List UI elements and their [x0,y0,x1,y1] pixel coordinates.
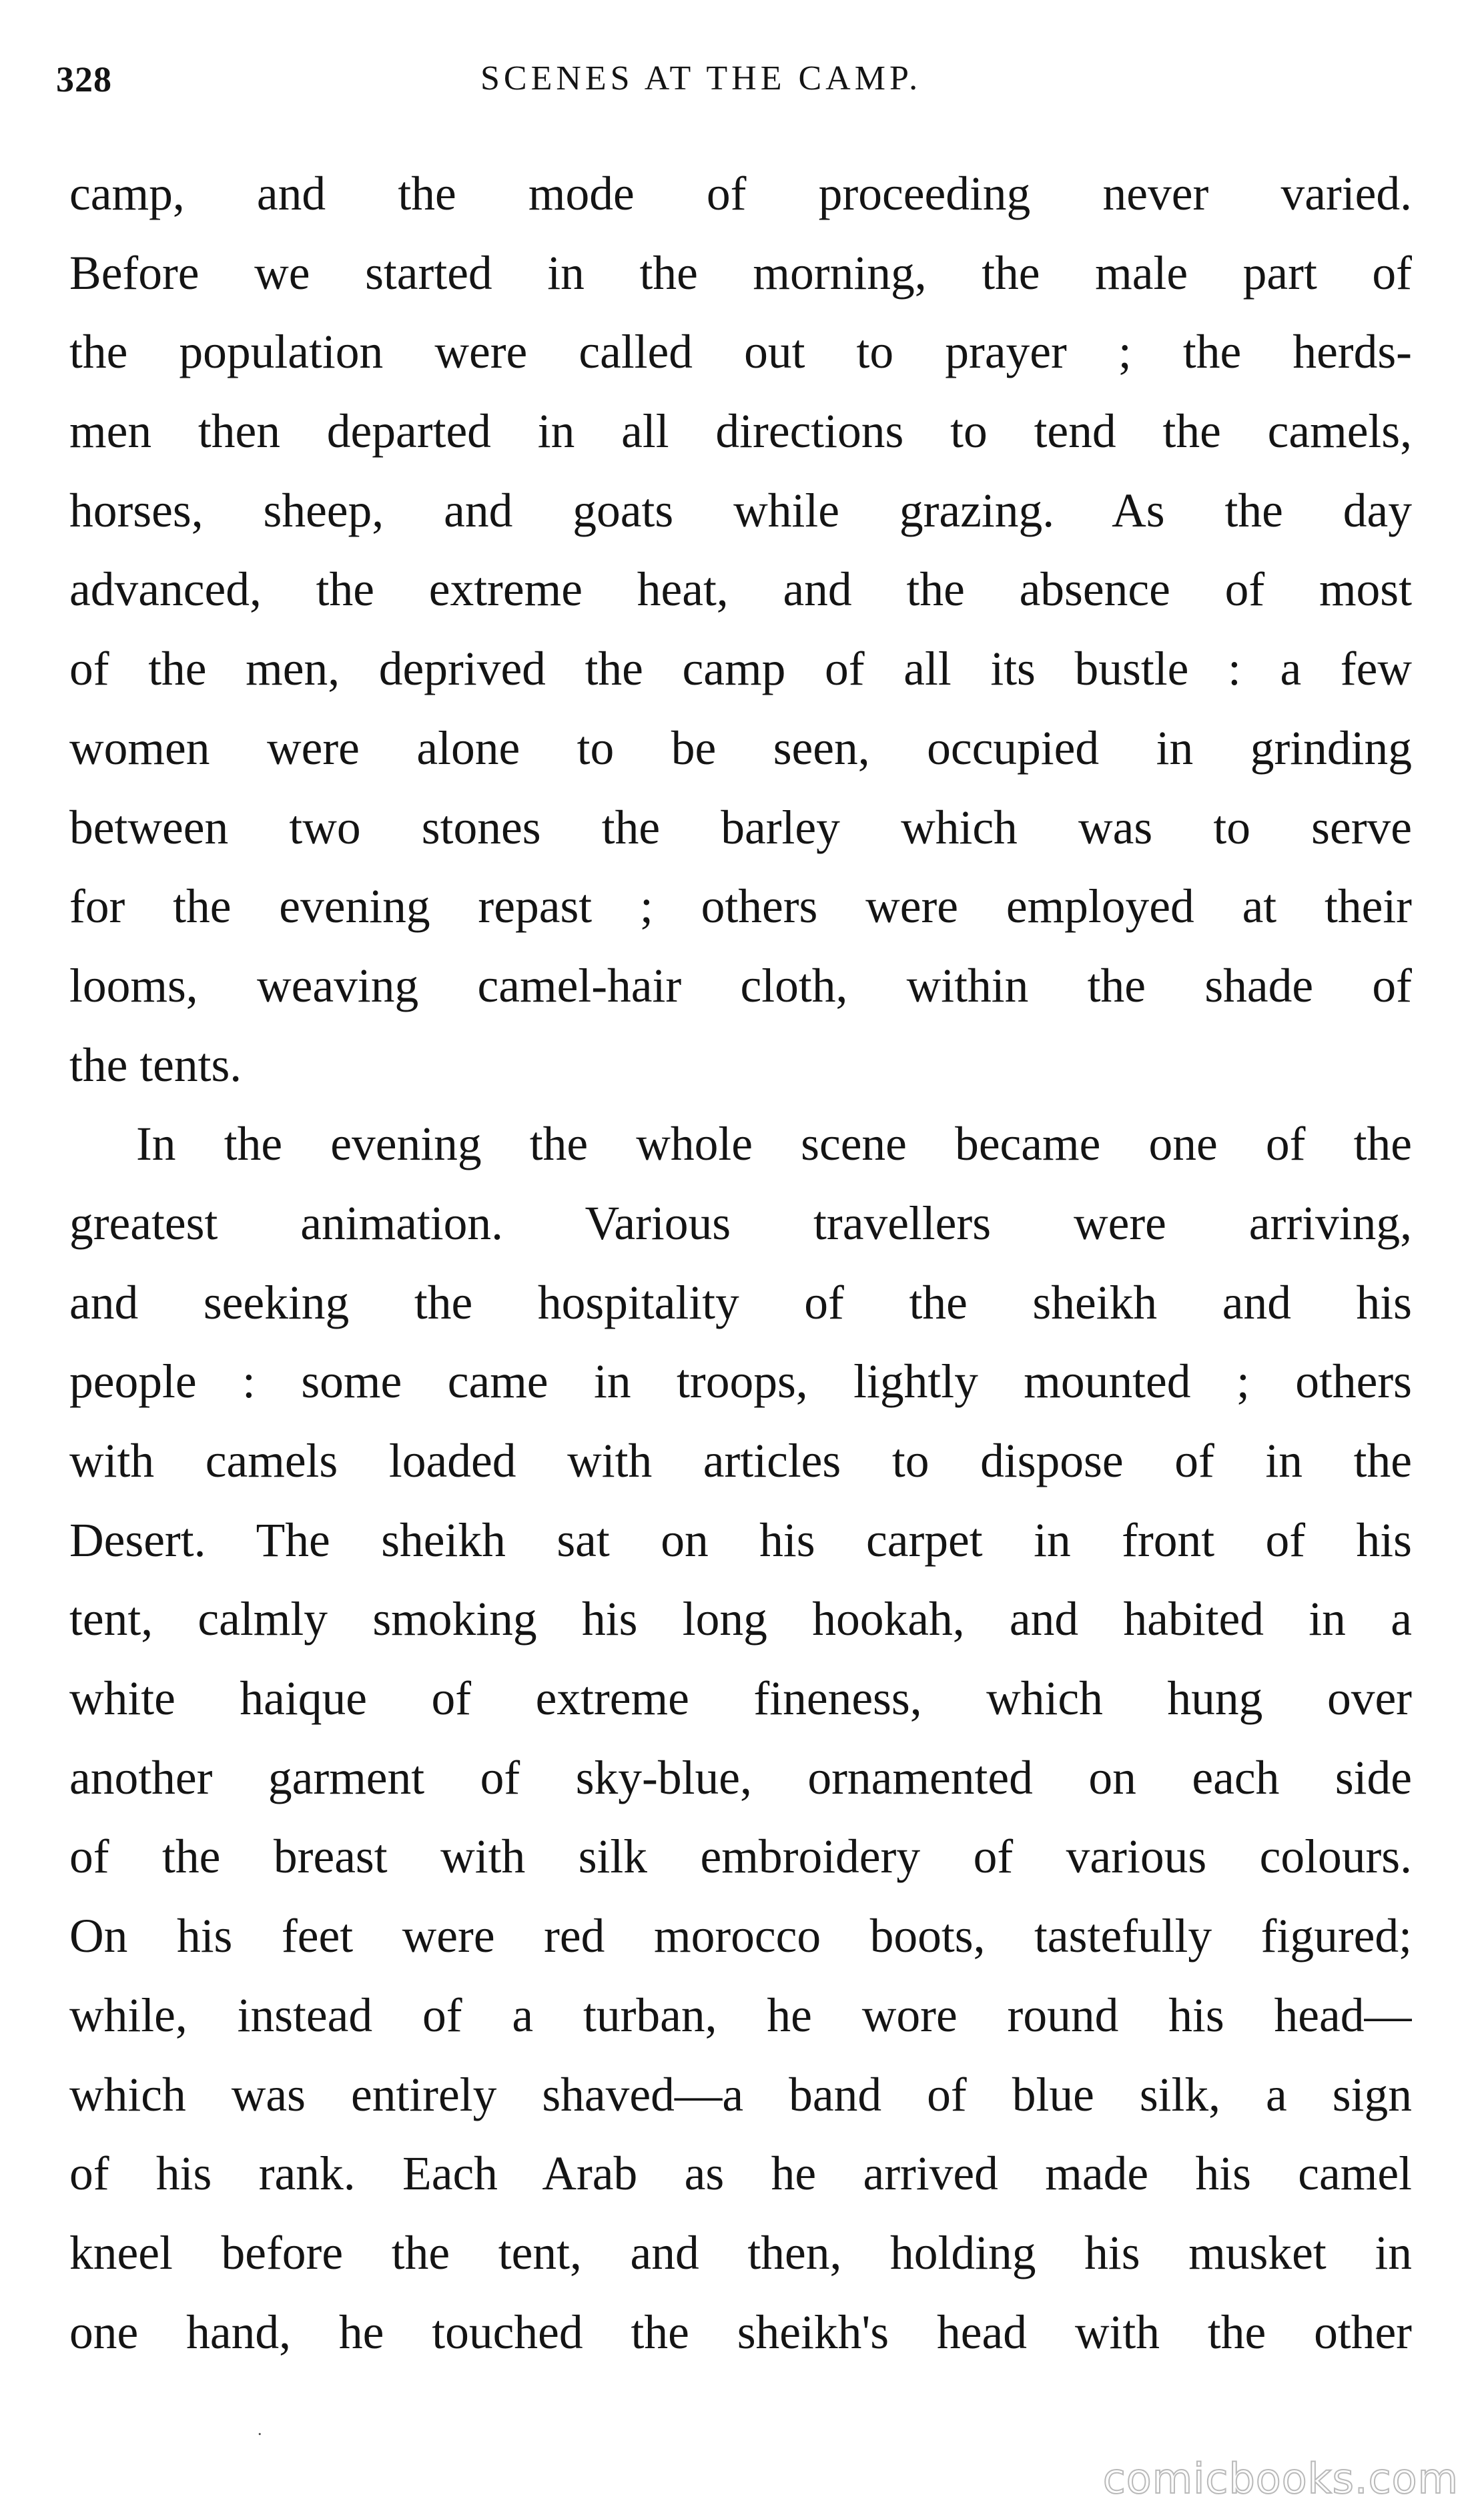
text-line: men then departed in all directions to tend the camels, [69,405,1412,458]
page-header [0,59,1484,112]
text-line: kneel before the tent, and then, holding his musket in [69,2226,1412,2279]
text-line: looms, weaving camel-hair cloth, within the shade of [69,959,1412,1012]
text-line: greatest animation. Various travellers were arriving, [69,1196,1412,1250]
text-line: In the evening the whole scene became one of the [136,1118,1412,1171]
text-line: and seeking the hospitality of the sheikh and his [69,1276,1412,1329]
text-line: between two stones the barley which was to serve [69,801,1412,854]
text-line: the tents. [69,1038,242,1092]
paragraph-1 [69,155,1412,1105]
text-line: camp, and the mode of proceeding never varied. [69,167,1412,220]
text-line: of his rank. Each Arab as he arrived made his camel [69,2147,1412,2201]
text-line: On his feet were red morocco boots, tastefully figured; [69,1910,1412,1963]
paragraph-2 [69,1105,1412,2372]
text-line: Desert. The sheikh sat on his carpet in front of his [69,1513,1412,1567]
stray-mark: . [258,2420,262,2439]
text-line: which was entirely shaved—a band of blue silk, a sign [69,2068,1412,2121]
text-line: another garment of sky-blue, ornamented on each side [69,1751,1412,1804]
text-line: with camels loaded with articles to dispose of in the [69,1435,1412,1487]
text-line: women were alone to be seen, occupied in grinding [69,721,1412,775]
running-head: SCENES AT THE CAMP. [480,59,922,97]
page-number: 328 [56,59,112,99]
text-line: the population were called out to prayer ; the herds- [69,326,1412,379]
text-line: one hand, he touched the sheikh's head with the other [69,2305,1412,2359]
text-line: horses, sheep, and goats while grazing. As the day [69,484,1412,537]
text-line: while, instead of a turban, he wore round his head— [69,1989,1412,2042]
text-line: advanced, the extreme heat, and the absence of most [69,563,1412,617]
text-line: tent, calmly smoking his long hookah, and habited in a [69,1593,1412,1646]
text-line: of the breast with silk embroidery of various colours. [69,1830,1412,1884]
text-line: for the evening repast ; others were employed at their [69,880,1412,934]
text-line: white haique of extreme fineness, which hung over [69,1672,1412,1726]
text-line: Before we started in the morning, the male part of [69,246,1412,300]
text-line: of the men, deprived the camp of all its bustle : a few [69,643,1412,696]
text-line: people : some came in troops, lightly mounted ; others [69,1355,1412,1409]
watermark: comicbooks.com [1102,2454,1459,2503]
body-text [69,155,1412,2372]
